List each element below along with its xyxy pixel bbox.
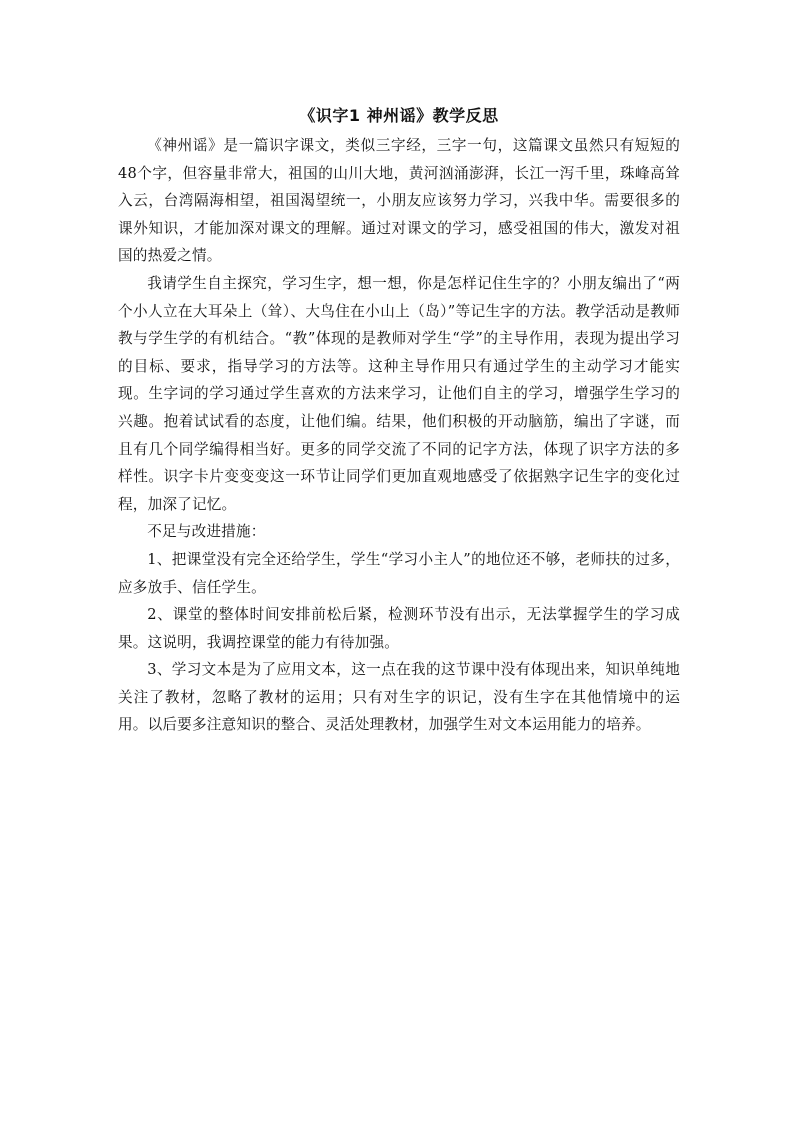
paragraph-improvement-3: 3、学习文本是为了应用文本，这一点在我的这节课中没有体现出来，知识单纯地关注了教材，忽略了教材的运用；只有对生字的识记，没有生字在其他情境中的运用。以后要多注意知识的整合、灵活处理教材，加强学生对文本运用能力的培养。 xyxy=(118,661,680,734)
document-title: 《识字1 神州谣》教学反思 xyxy=(299,106,499,125)
paragraph-intro: 《神州谣》是一篇识字课文，类似三字经，三字一句，这篇课文虽然只有短短的48个字，但容量非常大，祖国的山川大地，黄河汹涌澎湃，长江一泻千里，珠峰高耸入云，台湾隔海相望，祖国渴望统一，小朋友应该努力学习，兴我中华。需要很多的课外知识，才能加深对课文的理解。通过对课文的学习，感受祖国的伟大，激发对祖国的热爱之情。 xyxy=(118,137,680,265)
document-page xyxy=(118,100,680,739)
paragraph-teaching-process: 我请学生自主探究，学习生字，想一想，你是怎样记住生字的？小朋友编出了“两个小人立在大耳朵上（耸）、大鸟住在小山上（岛）”等记生字的方法。教学活动是教师教与学生学的有机结合。“教”体现的是教师对学生“学”的主导作用，表现为提出学习的目标、要求，指导学习的方法等。这种主导作用只有通过学生的主动学习才能实现。生字词的学习通过学生喜欢的方法来学习，让他们自主的学习，增强学生学习的兴趣。抱着试试看的态度，让他们编。结果，他们积极的开动脑筋，编出了字谜，而且有几个同学编得相当好。更多的同学交流了不同的记字方法，体现了识字方法的多样性。识字卡片变变变这一环节让同学们更加直观地感受了依据熟字记生字的变化过程，加深了记忆。 xyxy=(118,274,680,513)
paragraph-shortcomings-heading: 不足与改进措施： xyxy=(147,523,266,541)
paragraph-improvement-2: 2、课堂的整体时间安排前松后紧，检测环节没有出示，无法掌握学生的学习成果。这说明，我调控课堂的能力有待加强。 xyxy=(118,606,680,651)
paragraph-improvement-1: 1、把课堂没有完全还给学生，学生“学习小主人”的地位还不够，老师扶的过多，应多放手、信任学生。 xyxy=(118,550,680,596)
